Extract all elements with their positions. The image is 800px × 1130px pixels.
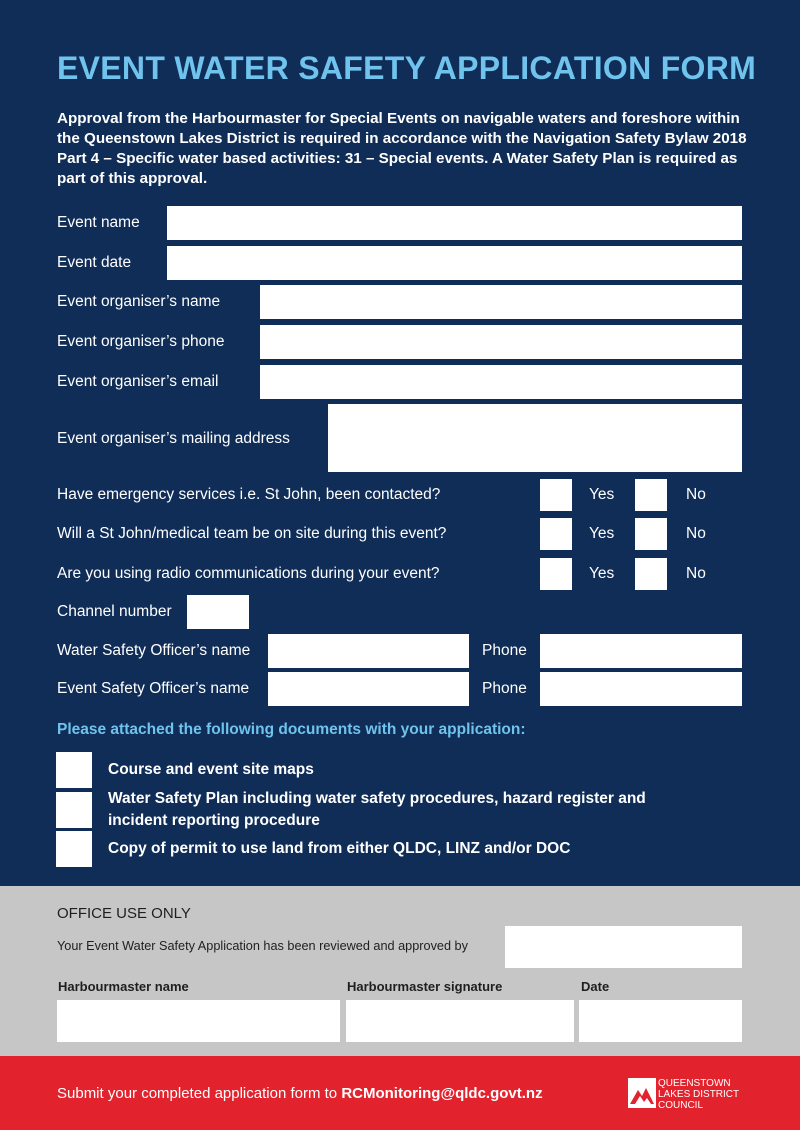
no-label: No: [686, 525, 706, 542]
emergency-services-yes-checkbox[interactable]: [539, 478, 573, 512]
organiser-name-label: Event organiser’s name: [57, 293, 221, 310]
event-safety-phone-input[interactable]: [540, 672, 742, 706]
event-name-label: Event name: [57, 214, 140, 231]
approved-by-input[interactable]: [505, 926, 742, 968]
event-date-label: Event date: [57, 254, 132, 271]
mountain-logo-icon: [628, 1078, 656, 1108]
event-safety-officer-input[interactable]: [268, 672, 469, 706]
attachment-safety-plan-checkbox[interactable]: [56, 792, 92, 828]
channel-number-input[interactable]: [187, 595, 249, 629]
office-use-section: [0, 886, 800, 1056]
submit-instruction: [57, 1085, 543, 1102]
logo-line-3: COUNCIL: [658, 1100, 704, 1111]
question-emergency-services: Have emergency services i.e. St John, been contacted?: [57, 486, 441, 503]
no-label: No: [686, 486, 706, 503]
radio-no-checkbox[interactable]: [634, 557, 668, 591]
yes-label: Yes: [589, 565, 615, 582]
logo-line-1: QUEENSTOWN: [658, 1078, 731, 1089]
attachment-maps-label: Course and event site maps: [108, 761, 314, 778]
question-radio-communications: Are you using radio communications during your event?: [57, 565, 440, 582]
office-use-title: OFFICE USE ONLY: [57, 905, 191, 922]
form-intro: Approval from the Harbourmaster for Special Events on navigable waters and foreshore within the Queenstown Lakes District is required in accordance with the Navigation Safety Bylaw 2018 Part 4 – Specific water based activities: 31 – Special events. A Water Safety Plan is required as part of this approval.: [57, 110, 747, 187]
medical-team-no-checkbox[interactable]: [634, 517, 668, 551]
question-medical-team: Will a St John/medical team be on site during this event?: [57, 525, 447, 542]
water-safety-phone-input[interactable]: [540, 634, 742, 668]
water-safety-officer-label: Water Safety Officer’s name: [57, 642, 251, 659]
organiser-phone-input[interactable]: [260, 325, 742, 359]
water-safety-phone-label: Phone: [482, 642, 527, 659]
yes-label: Yes: [589, 486, 615, 503]
water-safety-officer-input[interactable]: [268, 634, 469, 668]
attachment-permit-checkbox[interactable]: [56, 831, 92, 867]
no-label: No: [686, 565, 706, 582]
organiser-name-input[interactable]: [260, 285, 742, 319]
date-input[interactable]: [579, 1000, 742, 1042]
radio-yes-checkbox[interactable]: [539, 557, 573, 591]
attachments-heading: Please attached the following documents with your application:: [57, 721, 526, 738]
harbourmaster-signature-label: Harbourmaster signature: [347, 979, 503, 994]
event-name-input[interactable]: [167, 206, 742, 240]
event-date-input[interactable]: [167, 246, 742, 280]
organiser-address-label: Event organiser’s mailing address: [57, 430, 290, 447]
submit-email-link[interactable]: RCMonitoring@qldc.govt.nz: [341, 1085, 543, 1102]
date-label: Date: [581, 979, 610, 994]
footer: [0, 1056, 800, 1130]
council-logo-text: [658, 1078, 739, 1111]
event-safety-phone-label: Phone: [482, 680, 527, 697]
submit-text: Submit your completed application form to: [57, 1085, 342, 1102]
harbourmaster-signature-input[interactable]: [346, 1000, 574, 1042]
form-title: EVENT WATER SAFETY APPLICATION FORM: [57, 50, 757, 86]
attachment-maps-checkbox[interactable]: [56, 752, 92, 788]
event-safety-officer-label: Event Safety Officer’s name: [57, 680, 250, 697]
council-logo: [628, 1078, 748, 1114]
office-reviewed-text: Your Event Water Safety Application has been reviewed and approved by: [57, 939, 468, 953]
attachment-permit-label: Copy of permit to use land from either QLDC, LINZ and/or DOC: [108, 840, 571, 857]
organiser-phone-label: Event organiser’s phone: [57, 333, 225, 350]
harbourmaster-name-label: Harbourmaster name: [58, 979, 189, 994]
organiser-email-input[interactable]: [260, 365, 742, 399]
organiser-address-input[interactable]: [328, 404, 742, 472]
logo-line-2: LAKES DISTRICT: [658, 1089, 740, 1100]
attachment-safety-plan-label: Water Safety Plan including water safety procedures, hazard register and incident reporting procedure: [108, 790, 646, 829]
medical-team-yes-checkbox[interactable]: [539, 517, 573, 551]
yes-label: Yes: [589, 525, 615, 542]
emergency-services-no-checkbox[interactable]: [634, 478, 668, 512]
harbourmaster-name-input[interactable]: [57, 1000, 340, 1042]
channel-number-label: Channel number: [57, 603, 172, 620]
organiser-email-label: Event organiser’s email: [57, 373, 219, 390]
